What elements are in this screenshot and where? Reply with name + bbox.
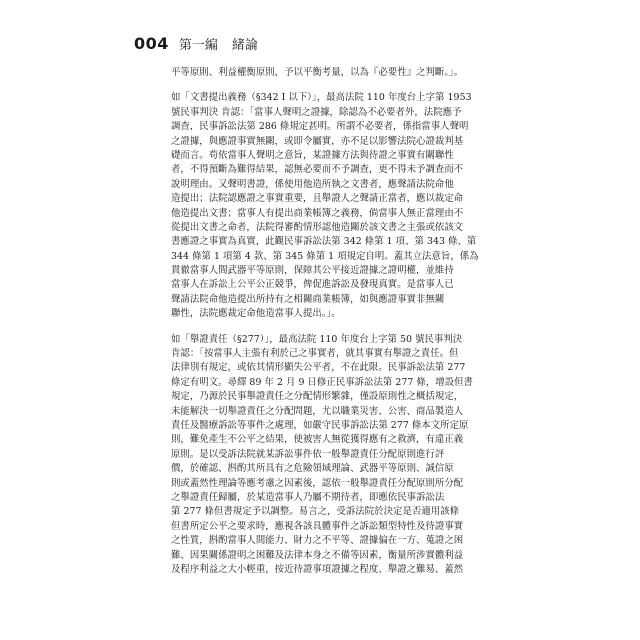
chapter-label: 第一編 <box>178 38 218 53</box>
text-line: 法律別有規定，或依其情形顯失公平者，不在此限。民事訴訟法第 277 <box>171 362 466 374</box>
text-line: 規定，乃源於民事舉證責任之分配情形繁雜，僅設原則性之概括規定， <box>171 391 464 403</box>
text-line: 價，於確認、斟酌其所具有之危險領域理論、武器平等原則、誠信原 <box>171 463 454 475</box>
text-line: 責任及醫療訴訟等事件之處理，如嚴守民事訴訟法第 277 條本文所定原 <box>171 419 469 431</box>
text-line: 則，難免產生不公平之結果，使被害人無從獲得應有之救濟，有違正義 <box>171 434 464 446</box>
text-line: 原則。是以受訴法院就某訴訟事件依一般舉證責任分配原則進行評 <box>171 448 445 460</box>
paragraph-3 <box>171 333 493 578</box>
text-line: 未能解決一切舉證責任之分配問題，尤以職業災害、公害、商品製造人 <box>171 405 464 417</box>
text-line: 從提出文書之命者，法院得審酌情形認他造關於該文書之主張或依該文 <box>171 221 464 233</box>
text-line: 第 277 條但書規定予以調整。易言之，受訴法院於決定是否適用該條 <box>171 506 460 518</box>
text-line: 書應證之事實為真實，此觀民事訴訟法第 342 條第 1 項、第 343 條、第 <box>171 236 477 248</box>
text-line: 他造提出文書；當事人有提出商業帳簿之義務，倘當事人無正當理由不 <box>171 207 464 219</box>
text-line: 則或蓋然性理論等應考慮之因素後，認依一般舉證責任分配原則所分配 <box>171 477 464 489</box>
chapter-title: 緒論 <box>231 38 258 53</box>
paragraph-1 <box>171 66 493 80</box>
text-line: 調查，民事訴訟法第 286 條規定甚明。所謂不必要者，係指當事人聲明 <box>171 121 469 133</box>
text-line: 者，不得預斷為難得結果，認無必要而不予調查，更不得未予調查而不 <box>171 164 464 176</box>
text-line: 說明理由。又聲明書證，係使用他造所執之文書者，應聲請法院命他 <box>171 178 454 190</box>
text-line: 及程序利益之大小輕重，按近待證事項證據之程度、舉證之難易、蓋然 <box>171 563 464 575</box>
text-line: 造提出；法院認應證之事實重要，且舉證人之聲請正當者，應以裁定命 <box>171 193 464 205</box>
running-header <box>134 34 258 54</box>
text-line: 號民事判決 肯認：「當事人聲明之證據，除認為不必要者外，法院應予 <box>171 106 462 118</box>
text-line: 貫徹當事人間武器平等原則，保障其公平接近證據之證明權，並維持 <box>171 265 454 277</box>
text-line: 聲請法院命他造提出所持有之相關商業帳簿，如與應證事實非無關 <box>171 293 445 305</box>
text-line: 聯性，法院應裁定命他造當事人提出。」。 <box>171 308 341 320</box>
text-line: 但書所定公平之要求時，應視各該具體事件之訴訟類型特性及待證事實 <box>171 520 464 532</box>
page-number: 004 <box>134 34 169 53</box>
text-line: 礎而言。苟依當事人聲明之意旨，某證據方法與待證之事實有關聯性 <box>171 149 454 161</box>
paragraph-2 <box>171 91 493 321</box>
text-line: 344 條第 1 項第 4 款、第 345 條第 1 項規定自明。蓋其立法意旨，係為 <box>171 250 479 262</box>
text-line: 條定有明文。尋繹 89 年 2 月 9 日修正民事訴訟法第 277 條，增設但書 <box>171 376 473 388</box>
text-line: 難、因果關係證明之困難及法律本身之不備等因素，衡量所涉實體利益 <box>171 549 464 561</box>
text-line: 如「舉證責任（§277）」，最高法院 110 年度台上字第 50 號民事判決 <box>171 333 463 345</box>
text-line: 平等原則、利益權衡原則，予以平衡考量，以為『必要性』之判斷。」。 <box>171 67 464 78</box>
text-line: 之舉證責任歸屬，於某造當事人乃屬不期待者，即應依民事訴訟法 <box>171 491 445 503</box>
text-line: 當事人在訴訟上公平公正競爭，俾促進訴訟及發現真實。是當事人已 <box>171 279 454 291</box>
page-body <box>171 66 493 577</box>
text-line: 之證據，與應證事實無關，或即令屬實，亦不足以影響法院心證裁判基 <box>171 135 464 147</box>
text-line: 之性質，斟酌當事人間能力、財力之不平等、證據偏在一方、蒐證之困 <box>171 535 464 547</box>
text-line: 肯認：「按當事人主張有利於己之事實者，就其事實有舉證之責任。但 <box>171 348 459 360</box>
text-line: 如「文書提出義務（§342 I 以下）」，最高法院 110 年度台上字第 1953 <box>171 92 472 104</box>
